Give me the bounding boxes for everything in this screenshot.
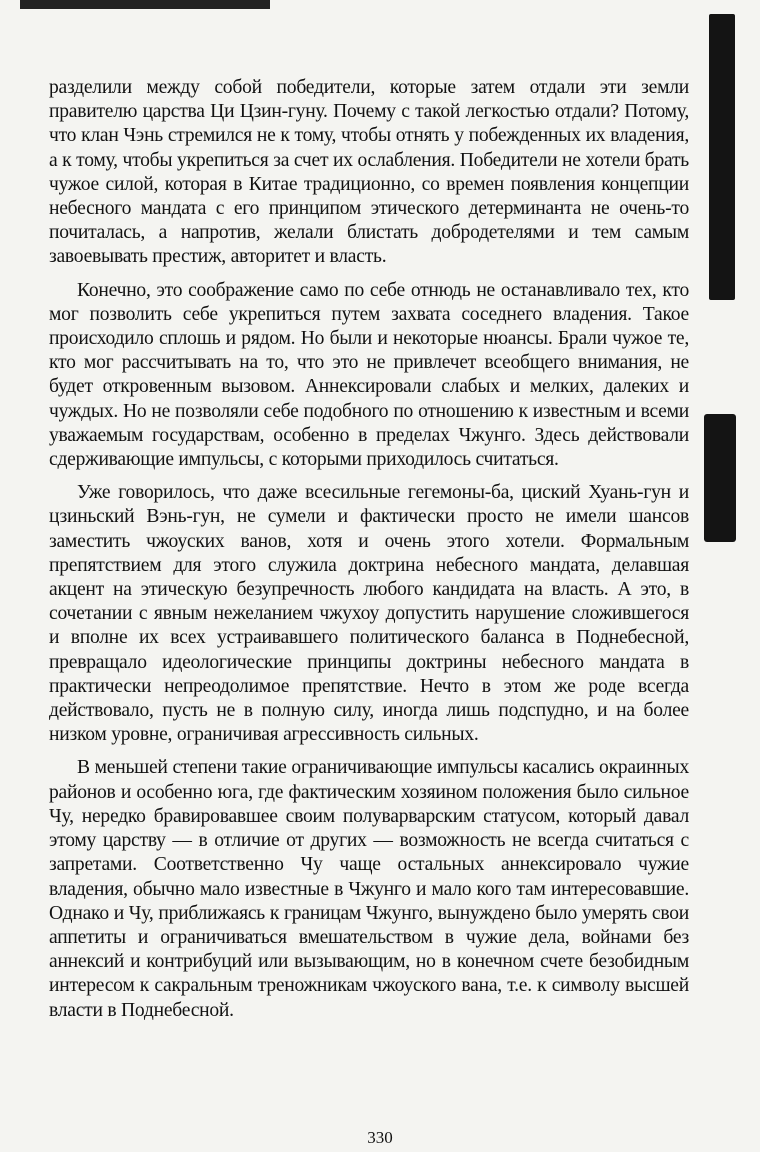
body-text — [49, 76, 689, 1032]
paragraph-3: Уже говорилось, что даже всесильные гегемоны-ба, циский Хуань-гун и цзиньский Вэнь-гун, не сумели и фактически просто не имели шансов заместить чжоуских ванов, хотя и очень этого хотели. Формальным препятствием для этого служила доктрина небесного мандата, делавшая акцент на этическую безупречность любого кандидата на власть. А это, в сочетании с явным нежеланием чжухоу допустить нарушение сложившегося и вполне их всех устраивавшего политического баланса в Поднебесной, превращало идеологические принципы доктрины небесного мандата в практически непреодолимое препятствие. Нечто в этом же роде всегда действовало, пусть не в полную силу, иногда лишь подспудно, и на более низком уровне, ограничивая агрессивность сильных. — [49, 482, 689, 746]
page-number: 330 — [367, 1128, 393, 1147]
paragraph-4: В меньшей степени такие ограничивающие импульсы касались окраинных районов и особенно юга, где фактическим хозяином положения было сильное Чу, нередко бравировавшее своим полуварварским статусом, который давал этому царству — в отличие от других — возможность не всегда считаться с запретами. Соответственно Чу чаще остальных аннексировало чужие владения, обычно мало известные в Чжунго и мало кого там интересовавшие. Однако и Чу, приближаясь к границам Чжунго, вынуждено было умерять свои аппетиты и ограничиваться вмешательством в чужие дела, войнами без аннексий и контрибуций или вызывающим, но в конечном счете безобидным интересом к сакральным треножникам чжоуского вана, т.е. к символу высшей власти в Поднебесной. — [49, 757, 689, 1021]
scan-margin-mark-middle — [704, 414, 736, 542]
paragraph-1: разделили между собой победители, которые затем отдали эти земли правителю царства Ци Цзин-гуну. Почему с такой легкостью отдали? Потому, что клан Чэнь стремился не к тому, чтобы отнять у побежденных их владения, а к тому, чтобы укрепиться за счет их ослабления. Победители не хотели брать чужое силой, которая в Китае традиционно, со времен появления концепции небесного мандата с его принципом этического детерминанта не очень-то почиталась, а напротив, желали блистать добродетелями и тем самым завоевывать престиж, авторитет и власть. — [49, 77, 689, 268]
paragraph-2: Конечно, это соображение само по себе отнюдь не останавливало тех, кто мог позволить себе укрепиться путем захвата соседнего владения. Такое происходило сплошь и рядом. Но были и некоторые нюансы. Брали чужое те, кто мог рассчитывать на то, что это не привлечет всеобщего внимания, не будет откровенным вызовом. Аннексировали слабых и мелких, далеких и чуждых. Но не позволяли себе подобного по отношению к известным и всеми уважаемым государствам, особенно в пределах Чжунго. Здесь действовали сдерживающие импульсы, с которыми приходилось считаться. — [49, 279, 689, 471]
scan-margin-mark-top — [709, 14, 735, 300]
scan-edge-shadow — [20, 0, 270, 9]
